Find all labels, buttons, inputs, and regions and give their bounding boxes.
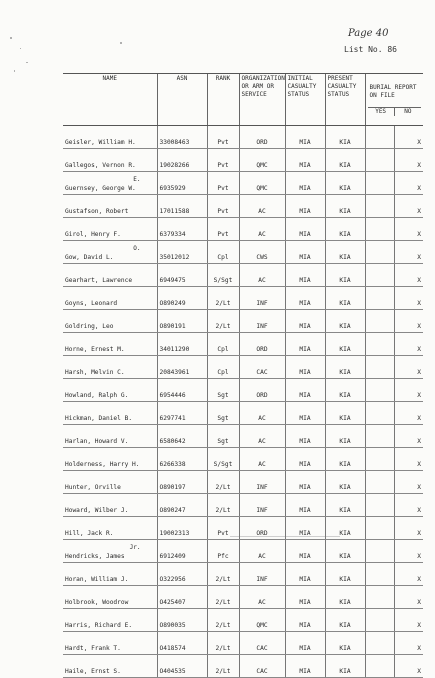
table-row xyxy=(63,563,423,586)
name-text xyxy=(65,508,155,514)
cell-burial-yes xyxy=(365,517,394,540)
cell-rank: 2/Lt xyxy=(207,586,239,609)
name-text xyxy=(65,416,155,422)
person-name: Howard, Wilber J. xyxy=(65,506,129,514)
cell-name xyxy=(63,149,157,172)
cell-burial-yes xyxy=(365,218,394,241)
cell-name xyxy=(63,264,157,287)
person-name: Howland, Ralph G. xyxy=(65,391,129,399)
person-name: Gow, David L. xyxy=(65,253,114,261)
cell-burial-no: X xyxy=(394,241,423,264)
burial-subheader xyxy=(368,107,422,116)
cell-name xyxy=(63,287,157,310)
scan-speck xyxy=(120,42,122,44)
cell-burial-no: X xyxy=(394,356,423,379)
cell-present-status: KIA xyxy=(325,402,365,425)
cell-burial-no: X xyxy=(394,563,423,586)
name-suffix: E. xyxy=(133,175,141,183)
col-header-present-status: PRESENT CASUALTY STATUS xyxy=(325,74,365,126)
cell-name xyxy=(63,356,157,379)
cell-burial-yes xyxy=(365,586,394,609)
table-row xyxy=(63,402,423,425)
cell-initial-status: MIA xyxy=(285,563,325,586)
cell-name xyxy=(63,126,157,149)
cell-organization: ORD xyxy=(239,333,285,356)
cell-burial-yes xyxy=(365,494,394,517)
table-row xyxy=(63,379,423,402)
person-name: Harris, Richard E. xyxy=(65,621,133,629)
cell-initial-status: MIA xyxy=(285,402,325,425)
cell-rank: 2/Lt xyxy=(207,563,239,586)
burial-report-label: BURIAL REPORT ON FILE xyxy=(369,84,417,99)
scan-speck xyxy=(26,62,28,63)
cell-organization: AC xyxy=(239,218,285,241)
cell-organization: AC xyxy=(239,425,285,448)
cell-burial-yes xyxy=(365,448,394,471)
name-text xyxy=(65,209,155,215)
cell-asn: 6912409 xyxy=(157,540,207,563)
table-row xyxy=(63,149,423,172)
cell-organization: AC xyxy=(239,195,285,218)
cell-initial-status: MIA xyxy=(285,287,325,310)
scan-speck xyxy=(10,37,12,39)
cell-rank: Pvt xyxy=(207,218,239,241)
cell-burial-yes xyxy=(365,356,394,379)
cell-burial-yes xyxy=(365,379,394,402)
cell-initial-status: MIA xyxy=(285,264,325,287)
cell-burial-yes xyxy=(365,333,394,356)
cell-rank: 2/Lt xyxy=(207,655,239,678)
cell-name xyxy=(63,425,157,448)
table-row xyxy=(63,218,423,241)
cell-rank: Pvt xyxy=(207,149,239,172)
cell-asn: 33008463 xyxy=(157,126,207,149)
cell-asn: O890197 xyxy=(157,471,207,494)
table-row xyxy=(63,241,423,264)
cell-name xyxy=(63,609,157,632)
col-header-organization: ORGANIZATION OR ARM OR SERVICE xyxy=(239,74,285,126)
name-text xyxy=(65,600,155,606)
cell-name xyxy=(63,218,157,241)
person-name: Girol, Henry F. xyxy=(65,230,121,238)
cell-present-status: KIA xyxy=(325,471,365,494)
cell-initial-status: MIA xyxy=(285,149,325,172)
cell-initial-status: MIA xyxy=(285,517,325,540)
cell-burial-no: X xyxy=(394,310,423,333)
cell-rank: Sgt xyxy=(207,402,239,425)
person-name: Gearhart, Lawrence xyxy=(65,276,133,284)
table-row xyxy=(63,540,423,563)
cell-asn: 35012012 xyxy=(157,241,207,264)
cell-initial-status: MIA xyxy=(285,310,325,333)
cell-rank: S/Sgt xyxy=(207,264,239,287)
cell-present-status: KIA xyxy=(325,425,365,448)
cell-initial-status: MIA xyxy=(285,540,325,563)
cell-burial-no: X xyxy=(394,218,423,241)
cell-rank: Pvt xyxy=(207,126,239,149)
person-name: Hill, Jack R. xyxy=(65,529,114,537)
cell-rank: Pvt xyxy=(207,195,239,218)
cell-rank: Cpl xyxy=(207,333,239,356)
cell-name xyxy=(63,310,157,333)
cell-rank: Pvt xyxy=(207,517,239,540)
person-name: Hunter, Orville xyxy=(65,483,121,491)
table-row xyxy=(63,195,423,218)
name-text xyxy=(65,669,155,675)
cell-burial-no: X xyxy=(394,149,423,172)
person-name: Hickman, Daniel B. xyxy=(65,414,133,422)
name-text xyxy=(65,232,155,238)
cell-asn: 20843961 xyxy=(157,356,207,379)
cell-initial-status: MIA xyxy=(285,425,325,448)
person-name: Gallegos, Vernon R. xyxy=(65,161,136,169)
cell-burial-no: X xyxy=(394,333,423,356)
cell-name xyxy=(63,632,157,655)
table-row xyxy=(63,310,423,333)
name-text xyxy=(65,278,155,284)
cell-burial-yes xyxy=(365,402,394,425)
cell-name xyxy=(63,563,157,586)
cell-asn: O890191 xyxy=(157,310,207,333)
name-text xyxy=(65,140,155,146)
cell-burial-no: X xyxy=(394,425,423,448)
cell-burial-yes xyxy=(365,425,394,448)
cell-burial-no: X xyxy=(394,287,423,310)
person-name: Harlan, Howard V. xyxy=(65,437,129,445)
scan-speck xyxy=(20,48,21,49)
cell-organization: INF xyxy=(239,310,285,333)
cell-burial-no: X xyxy=(394,517,423,540)
cell-burial-yes xyxy=(365,655,394,678)
cell-asn: O425407 xyxy=(157,586,207,609)
cell-organization: AC xyxy=(239,540,285,563)
cell-initial-status: MIA xyxy=(285,333,325,356)
person-name: Gustafson, Robert xyxy=(65,207,129,215)
cell-asn: O322956 xyxy=(157,563,207,586)
cell-organization: INF xyxy=(239,287,285,310)
cell-organization: INF xyxy=(239,494,285,517)
cell-asn: O890035 xyxy=(157,609,207,632)
cell-present-status: KIA xyxy=(325,241,365,264)
cell-organization: AC xyxy=(239,402,285,425)
cell-organization: ORD xyxy=(239,379,285,402)
cell-present-status: KIA xyxy=(325,540,365,563)
cell-initial-status: MIA xyxy=(285,195,325,218)
cell-asn: 17011588 xyxy=(157,195,207,218)
cell-rank: 2/Lt xyxy=(207,310,239,333)
name-text xyxy=(65,324,155,330)
cell-asn: 6266338 xyxy=(157,448,207,471)
col-header-yes: YES xyxy=(375,108,387,115)
person-name: Harsh, Melvin C. xyxy=(65,368,125,376)
cell-rank: 2/Lt xyxy=(207,287,239,310)
cell-burial-yes xyxy=(365,264,394,287)
cell-initial-status: MIA xyxy=(285,356,325,379)
name-suffix: Jr. xyxy=(129,543,141,551)
cell-rank: Pfc xyxy=(207,540,239,563)
cell-rank: 2/Lt xyxy=(207,609,239,632)
name-text xyxy=(65,244,155,261)
cell-present-status: KIA xyxy=(325,609,365,632)
cell-organization: QMC xyxy=(239,149,285,172)
name-text xyxy=(65,175,155,192)
cell-present-status: KIA xyxy=(325,379,365,402)
cell-rank: Cpl xyxy=(207,241,239,264)
casualty-table xyxy=(63,73,423,678)
cell-name xyxy=(63,379,157,402)
person-name: Holbrook, Woodrow xyxy=(65,598,129,606)
list-number: List No. 86 xyxy=(344,45,397,54)
cell-organization: AC xyxy=(239,264,285,287)
cell-asn: O890247 xyxy=(157,494,207,517)
col-header-initial-status: INITIAL CASUALTY STATUS xyxy=(285,74,325,126)
cell-name xyxy=(63,471,157,494)
cell-burial-yes xyxy=(365,471,394,494)
cell-initial-status: MIA xyxy=(285,448,325,471)
cell-organization: CWS xyxy=(239,241,285,264)
cell-organization: QMC xyxy=(239,609,285,632)
cell-initial-status: MIA xyxy=(285,379,325,402)
person-name: Geisler, William H. xyxy=(65,138,136,146)
cell-asn: 6954446 xyxy=(157,379,207,402)
cell-asn: 6935929 xyxy=(157,172,207,195)
cell-organization: INF xyxy=(239,471,285,494)
table-row xyxy=(63,333,423,356)
cell-burial-no: X xyxy=(394,172,423,195)
person-name: Guernsey, George W. xyxy=(65,184,136,192)
cell-organization: INF xyxy=(239,563,285,586)
cell-present-status: KIA xyxy=(325,494,365,517)
cell-present-status: KIA xyxy=(325,195,365,218)
cell-asn: 34011290 xyxy=(157,333,207,356)
person-name: Holderness, Harry H. xyxy=(65,460,140,468)
person-name: Haile, Ernst S. xyxy=(65,667,121,675)
cell-burial-no: X xyxy=(394,586,423,609)
table-row xyxy=(63,609,423,632)
cell-burial-yes xyxy=(365,563,394,586)
col-header-rank: RANK xyxy=(207,74,239,126)
cell-organization: ORD xyxy=(239,517,285,540)
cell-name xyxy=(63,195,157,218)
cell-present-status: KIA xyxy=(325,310,365,333)
person-name: Horan, William J. xyxy=(65,575,129,583)
cell-rank: 2/Lt xyxy=(207,471,239,494)
cell-asn: 6580642 xyxy=(157,425,207,448)
cell-name xyxy=(63,448,157,471)
table-row xyxy=(63,655,423,678)
cell-initial-status: MIA xyxy=(285,609,325,632)
name-text xyxy=(65,531,155,537)
table-row xyxy=(63,356,423,379)
cell-burial-no: X xyxy=(394,126,423,149)
cell-name xyxy=(63,402,157,425)
cell-asn: O404535 xyxy=(157,655,207,678)
cell-name xyxy=(63,540,157,563)
table-row xyxy=(63,425,423,448)
cell-present-status: KIA xyxy=(325,172,365,195)
name-text xyxy=(65,623,155,629)
name-text xyxy=(65,462,155,468)
name-text xyxy=(65,393,155,399)
cell-burial-yes xyxy=(365,241,394,264)
cell-initial-status: MIA xyxy=(285,471,325,494)
cell-present-status: KIA xyxy=(325,333,365,356)
cell-present-status: KIA xyxy=(325,126,365,149)
person-name: Hendricks, James xyxy=(65,552,125,560)
table-row xyxy=(63,448,423,471)
cell-burial-yes xyxy=(365,172,394,195)
table-row xyxy=(63,264,423,287)
cell-initial-status: MIA xyxy=(285,632,325,655)
cell-initial-status: MIA xyxy=(285,494,325,517)
cell-initial-status: MIA xyxy=(285,241,325,264)
col-header-burial-report xyxy=(365,74,423,126)
cell-organization: CAC xyxy=(239,356,285,379)
cell-burial-yes xyxy=(365,287,394,310)
name-text xyxy=(65,347,155,353)
cell-name xyxy=(63,172,157,195)
cell-present-status: KIA xyxy=(325,563,365,586)
cell-asn: O418574 xyxy=(157,632,207,655)
cell-initial-status: MIA xyxy=(285,126,325,149)
cell-burial-no: X xyxy=(394,402,423,425)
table-row xyxy=(63,586,423,609)
cell-initial-status: MIA xyxy=(285,655,325,678)
cell-asn: 19002313 xyxy=(157,517,207,540)
cell-burial-yes xyxy=(365,149,394,172)
cell-present-status: KIA xyxy=(325,356,365,379)
cell-rank: Pvt xyxy=(207,172,239,195)
cell-present-status: KIA xyxy=(325,149,365,172)
cell-organization: QMC xyxy=(239,172,285,195)
cell-organization: CAC xyxy=(239,632,285,655)
cell-burial-yes xyxy=(365,126,394,149)
person-name: Goldring, Leo xyxy=(65,322,114,330)
cell-rank: 2/Lt xyxy=(207,632,239,655)
name-text xyxy=(65,646,155,652)
cell-burial-no: X xyxy=(394,195,423,218)
cell-burial-no: X xyxy=(394,471,423,494)
cell-rank: S/Sgt xyxy=(207,448,239,471)
table-header-row xyxy=(63,74,423,126)
person-name: Horne, Ernest M. xyxy=(65,345,125,353)
cell-burial-yes xyxy=(365,609,394,632)
cell-burial-yes xyxy=(365,310,394,333)
col-header-no: NO xyxy=(394,108,421,116)
cell-burial-yes xyxy=(365,632,394,655)
cell-present-status: KIA xyxy=(325,448,365,471)
cell-burial-no: X xyxy=(394,632,423,655)
name-text xyxy=(65,163,155,169)
cell-burial-no: X xyxy=(394,609,423,632)
cell-name xyxy=(63,241,157,264)
cell-rank: Cpl xyxy=(207,356,239,379)
cell-present-status: KIA xyxy=(325,632,365,655)
cell-name xyxy=(63,333,157,356)
name-text xyxy=(65,301,155,307)
cell-name xyxy=(63,655,157,678)
table-row xyxy=(63,632,423,655)
cell-name xyxy=(63,586,157,609)
cell-present-status: KIA xyxy=(325,218,365,241)
scan-speck xyxy=(14,70,15,72)
table-row xyxy=(63,172,423,195)
person-name: Goyns, Leonard xyxy=(65,299,118,307)
cell-name xyxy=(63,494,157,517)
name-text xyxy=(65,543,155,560)
person-name: Hardt, Frank T. xyxy=(65,644,121,652)
cell-burial-no: X xyxy=(394,494,423,517)
cell-initial-status: MIA xyxy=(285,218,325,241)
cell-present-status: KIA xyxy=(325,586,365,609)
name-text xyxy=(65,439,155,445)
cell-burial-yes xyxy=(365,540,394,563)
cell-burial-no: X xyxy=(394,264,423,287)
name-text xyxy=(65,485,155,491)
col-header-name: NAME xyxy=(63,74,157,126)
name-text xyxy=(65,370,155,376)
name-suffix: O. xyxy=(133,244,141,252)
cell-rank: Sgt xyxy=(207,379,239,402)
cell-organization: AC xyxy=(239,448,285,471)
cell-rank: Sgt xyxy=(207,425,239,448)
cell-burial-no: X xyxy=(394,448,423,471)
cell-name xyxy=(63,517,157,540)
cell-present-status: KIA xyxy=(325,264,365,287)
cell-present-status: KIA xyxy=(325,655,365,678)
cell-rank: 2/Lt xyxy=(207,494,239,517)
cell-asn: O890249 xyxy=(157,287,207,310)
cell-burial-yes xyxy=(365,195,394,218)
cell-asn: 19028266 xyxy=(157,149,207,172)
col-header-asn: ASN xyxy=(157,74,207,126)
cell-burial-no: X xyxy=(394,540,423,563)
cell-initial-status: MIA xyxy=(285,586,325,609)
name-text xyxy=(65,577,155,583)
cell-burial-no: X xyxy=(394,379,423,402)
cell-initial-status: MIA xyxy=(285,172,325,195)
table-row xyxy=(63,471,423,494)
table-row xyxy=(63,287,423,310)
page-number: Page 40 xyxy=(348,28,389,39)
cell-organization: ORD xyxy=(239,126,285,149)
cell-organization: AC xyxy=(239,586,285,609)
cell-present-status: KIA xyxy=(325,517,365,540)
cell-organization: CAC xyxy=(239,655,285,678)
table-row xyxy=(63,494,423,517)
cell-asn: 6949475 xyxy=(157,264,207,287)
cell-asn: 6297741 xyxy=(157,402,207,425)
cell-present-status: KIA xyxy=(325,287,365,310)
table-row xyxy=(63,126,423,149)
table-body xyxy=(63,126,423,678)
cell-asn: 6379334 xyxy=(157,218,207,241)
cell-burial-no: X xyxy=(394,655,423,678)
table-row xyxy=(63,517,423,540)
